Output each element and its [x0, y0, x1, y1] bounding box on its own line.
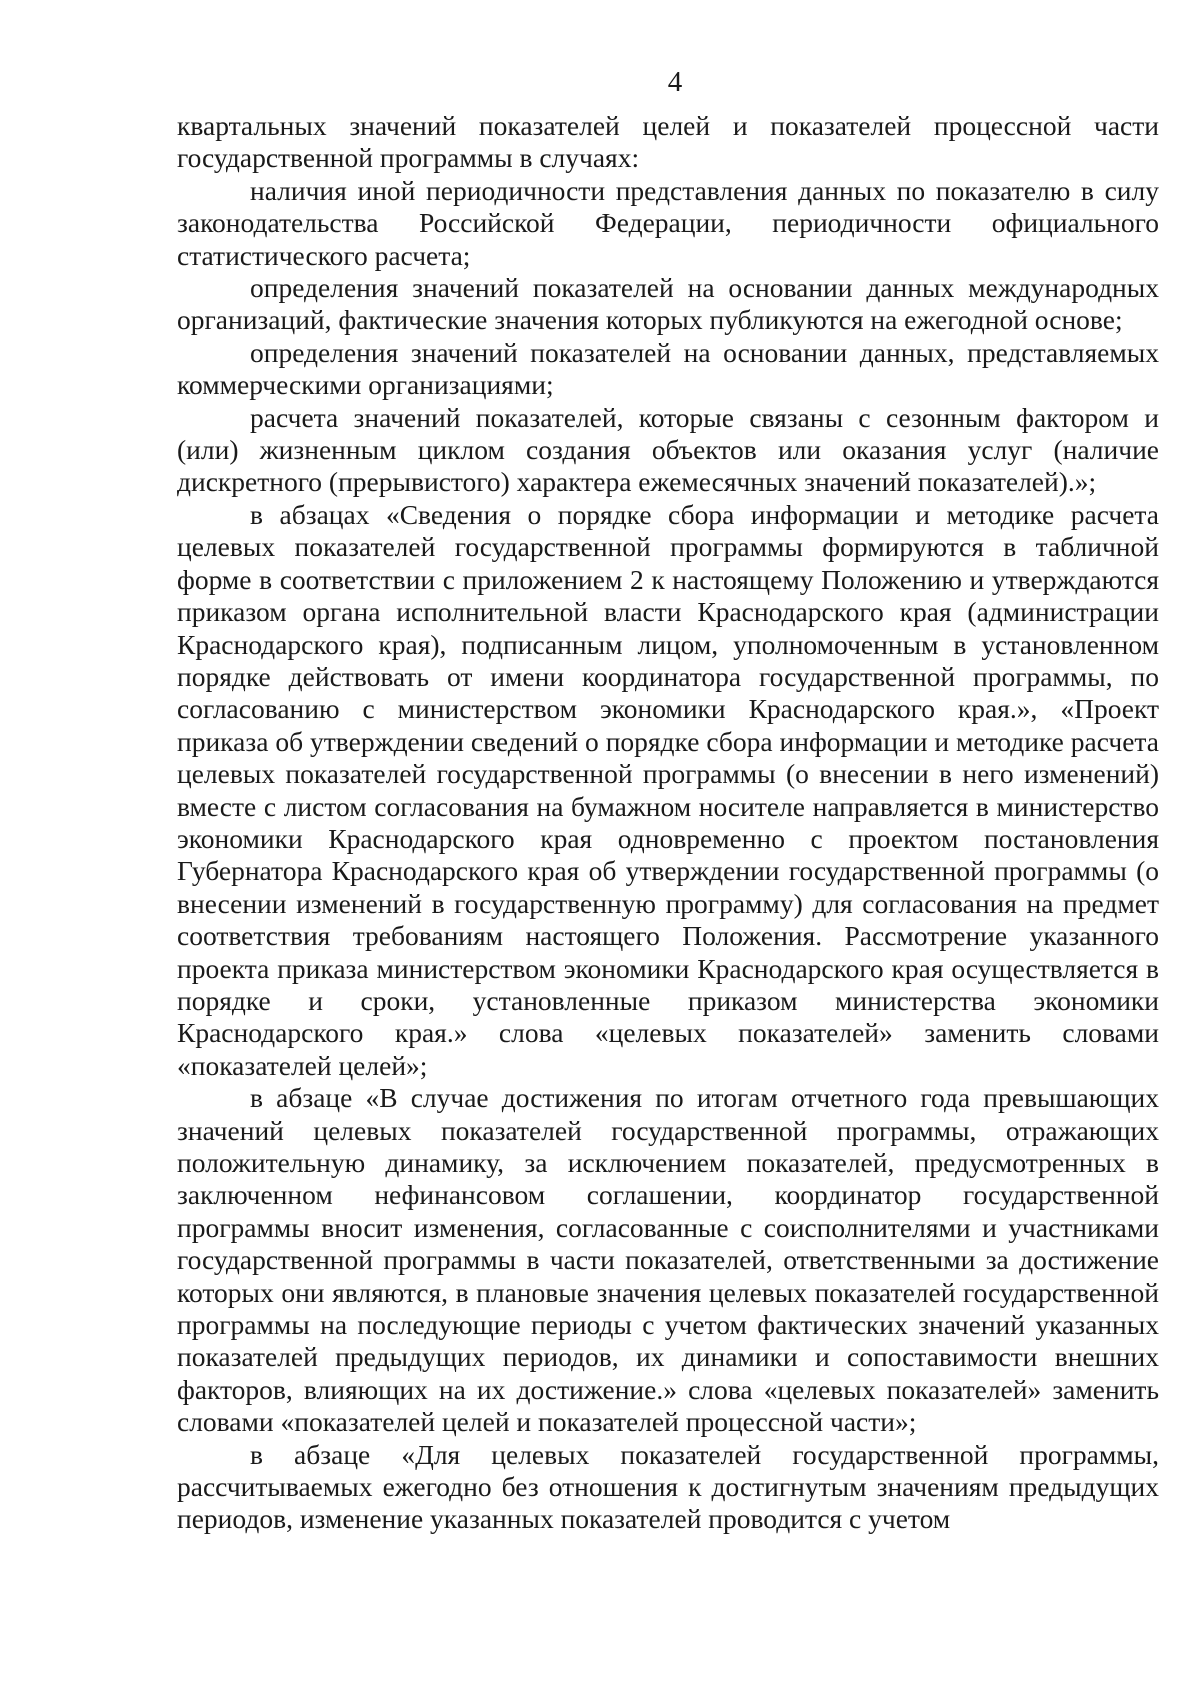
document-body	[177, 110, 1159, 1536]
paragraph: определения значений показателей на основании данных, представляемых коммерческими организациями;	[177, 336, 1159, 401]
paragraph: расчета значений показателей, которые связаны с сезонным фактором и (или) жизненным циклом создания объектов или оказания услуг (наличие дискретного (прерывистого) характера ежемесячных значений показателей).»;	[177, 401, 1159, 498]
paragraph: наличия иной периодичности представления данных по показателю в силу законодательства Российской Федерации, периодичности официального статистического расчета;	[177, 174, 1159, 271]
page-number: 4	[667, 66, 683, 98]
paragraph: определения значений показателей на основании данных международных организаций, фактические значения которых публикуются на ежегодной основе;	[177, 272, 1159, 336]
paragraph: квартальных значений показателей целей и показателей процессной части государственной программы в случаях:	[177, 110, 1159, 174]
paragraph: в абзацах «Сведения о порядке сбора информации и методике расчета целевых показателей государственной программы формируются в табличной форме в соответствии с приложением 2 к настоящему Положению и утверждаются приказом органа исполнительной власти Краснодарского края (администрации Краснодарского края), подписанным лицом, уполномоченным в установленном порядке действовать от имени координатора государственной программы, по согласованию с министерством экономики Краснодарского края.», «Проект приказа об утверждении сведений о порядке сбора информации и методике расчета целевых показателей государственной программы (о внесении в него изменений) вместе с листом согласования на бумажном носителе направляется в министерство экономики Краснодарского края одновременно с проектом постановления Губернатора Краснодарского края об утверждении государственной программы (о внесении изменений в государственную программу) для согласования на предмет соответствия требованиям настоящего Положения. Рассмотрение указанного проекта приказа министерством экономики Краснодарского края осуществляется в порядке и сроки, установленные приказом министерства экономики Краснодарского края.» слова «целевых показателей» заменить словами «показателей целей»;	[177, 498, 1159, 1081]
paragraph: в абзаце «В случае достижения по итогам отчетного года превышающих значений целевых показателей государственной программы, отражающих положительную динамику, за исключением показателей, предусмотренных в заключенном нефинансовом соглашении, координатор государственной программы вносит изменения, согласованные с соисполнителями и участниками государственной программы в части показателей, ответственными за достижение которых они являются, в плановые значения целевых показателей государственной программы на последующие периоды с учетом фактических значений указанных показателей предыдущих периодов, их динамики и сопоставимости внешних факторов, влияющих на их достижение.» слова «целевых показателей» заменить словами «показателей целей и показателей процессной части»;	[177, 1082, 1159, 1438]
paragraph: в абзаце «Для целевых показателей государственной программы, рассчитываемых ежегодно без отношения к достигнутым значениям предыдущих периодов, изменение указанных показателей проводится с учетом	[177, 1438, 1159, 1535]
